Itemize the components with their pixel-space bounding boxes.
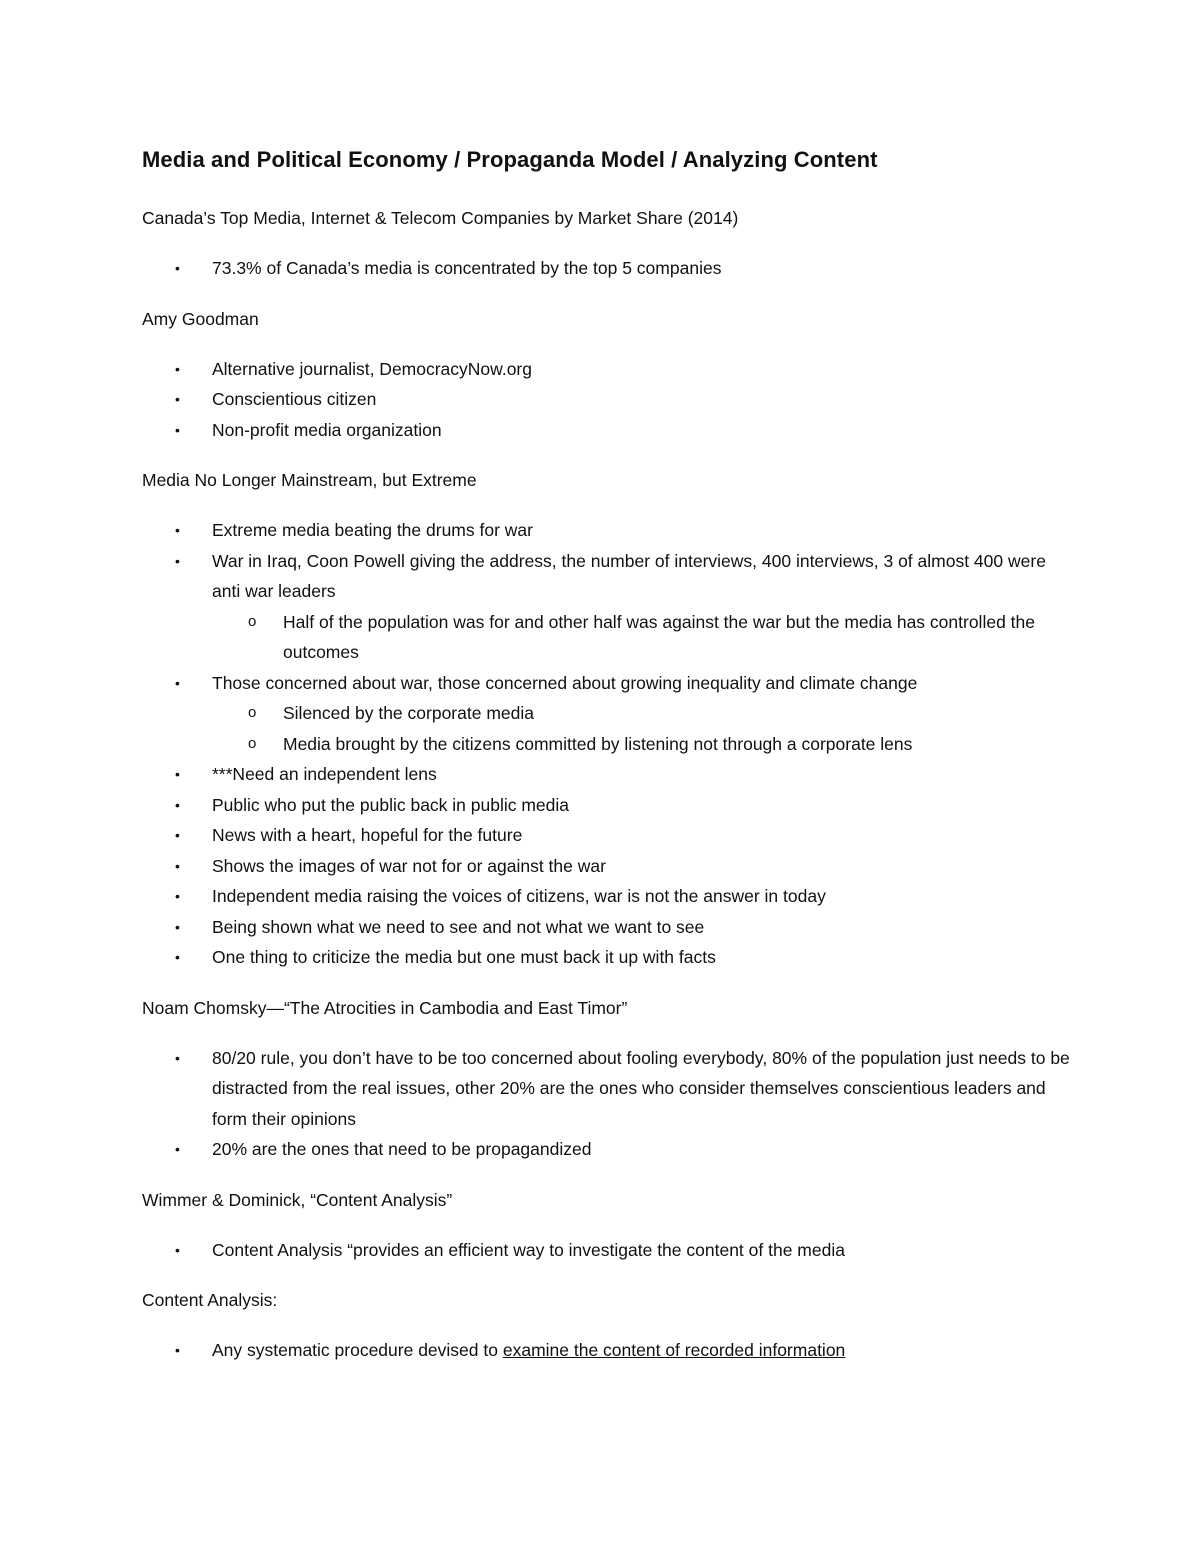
list-item: • Being shown what we need to see and not what we want to see bbox=[142, 912, 1072, 943]
list-item: • War in Iraq, Coon Powell giving the address, the number of interviews, 400 interviews, 3 of almost 400 were anti war leaders o Half of the population was for and other half was against the war but the media has controlled the outcomes bbox=[142, 546, 1072, 668]
list-item: • Independent media raising the voices of citizens, war is not the answer in today bbox=[142, 881, 1072, 912]
section-heading-canada-media: Canada’s Top Media, Internet & Telecom Companies by Market Share (2014) bbox=[142, 208, 739, 228]
list-item: • 20% are the ones that need to be propagandized bbox=[142, 1134, 1072, 1165]
bullet-icon: • bbox=[175, 766, 180, 782]
bullet-icon: • bbox=[175, 888, 180, 904]
bullet-icon: • bbox=[175, 391, 180, 407]
list-item: • Any systematic procedure devised to examine the content of recorded information bbox=[142, 1335, 1072, 1366]
bullet-icon: • bbox=[175, 421, 180, 438]
bullet-icon: • bbox=[175, 918, 180, 935]
list-item: • Alternative journalist, DemocracyNow.org bbox=[142, 354, 1072, 385]
list-item: • Extreme media beating the drums for war bbox=[142, 515, 1072, 546]
section-heading-wimmer-dominick: Wimmer & Dominick, “Content Analysis” bbox=[142, 1189, 453, 1210]
circle-bullet-icon: o bbox=[248, 734, 257, 752]
bullet-icon: • bbox=[175, 1342, 180, 1358]
bullet-icon: • bbox=[175, 522, 180, 538]
list-item: • 80/20 rule, you don’t have to be too concerned about fooling everybody, 80% of the population just needs to be distracted from the real issues, other 20% are the ones who consider themselves conscientious leaders and form their opinions bbox=[142, 1043, 1072, 1135]
bullet-icon: • bbox=[175, 1141, 180, 1157]
list-item: • 73.3% of Canada’s media is concentrated by the top 5 companies bbox=[142, 253, 1072, 284]
sub-list-item: o Silenced by the corporate media bbox=[212, 698, 1072, 729]
bullet-icon: • bbox=[175, 796, 180, 813]
list-item: • ***Need an independent lens bbox=[142, 759, 1072, 790]
list-item: • News with a heart, hopeful for the future bbox=[142, 820, 1072, 851]
bullet-list-wimmer-dominick bbox=[142, 1235, 1072, 1266]
circle-bullet-icon: o bbox=[248, 704, 257, 721]
section-heading-media-extreme: Media No Longer Mainstream, but Extreme bbox=[142, 470, 477, 490]
list-item: • Non-profit media organization bbox=[142, 415, 1072, 446]
bullet-icon: • bbox=[175, 552, 180, 569]
bullet-icon: • bbox=[175, 674, 180, 691]
bullet-list-media-extreme bbox=[142, 515, 1072, 973]
document-page bbox=[142, 144, 1072, 1386]
sub-list-item: o Media brought by the citizens committed by listening not through a corporate lens bbox=[212, 729, 1072, 760]
list-item: • One thing to criticize the media but one must back it up with facts bbox=[142, 942, 1072, 973]
sub-list-iraq bbox=[212, 607, 1072, 668]
section-heading-content-analysis: Content Analysis: bbox=[142, 1290, 278, 1310]
sub-list-item: o Half of the population was for and other half was against the war but the media has controlled the outcomes bbox=[212, 607, 1072, 668]
bullet-icon: • bbox=[175, 260, 180, 276]
list-item: • Shows the images of war not for or against the war bbox=[142, 851, 1072, 882]
bullet-icon: • bbox=[175, 360, 180, 377]
list-item: • Content Analysis “provides an efficient way to investigate the content of the media bbox=[142, 1235, 1072, 1266]
document-title: Media and Political Economy / Propaganda Model / Analyzing Content bbox=[142, 147, 878, 172]
list-item: • Public who put the public back in public media bbox=[142, 790, 1072, 821]
bullet-icon: • bbox=[175, 827, 180, 843]
underlined-text: examine the content of recorded information bbox=[502, 1340, 846, 1360]
bullet-list-amy-goodman bbox=[142, 354, 1072, 446]
bullet-icon: • bbox=[175, 949, 180, 965]
circle-bullet-icon: o bbox=[248, 612, 257, 630]
sub-list-concerned bbox=[212, 698, 1072, 759]
section-heading-amy-goodman: Amy Goodman bbox=[142, 308, 259, 329]
list-item: • Conscientious citizen bbox=[142, 384, 1072, 415]
section-heading-noam-chomsky: Noam Chomsky—“The Atrocities in Cambodia and East Timor” bbox=[142, 997, 628, 1018]
bullet-icon: • bbox=[175, 1049, 180, 1066]
bullet-list-content-analysis bbox=[142, 1335, 1072, 1366]
bullet-icon: • bbox=[175, 857, 180, 874]
bullet-list-noam-chomsky bbox=[142, 1043, 1072, 1165]
list-item: • Those concerned about war, those concerned about growing inequality and climate change o Silenced by the corporate media o Media brought by the citizens committed by listening not through a corporate lens bbox=[142, 668, 1072, 760]
bullet-icon: • bbox=[175, 1241, 180, 1258]
bullet-list-canada-media bbox=[142, 253, 1072, 284]
